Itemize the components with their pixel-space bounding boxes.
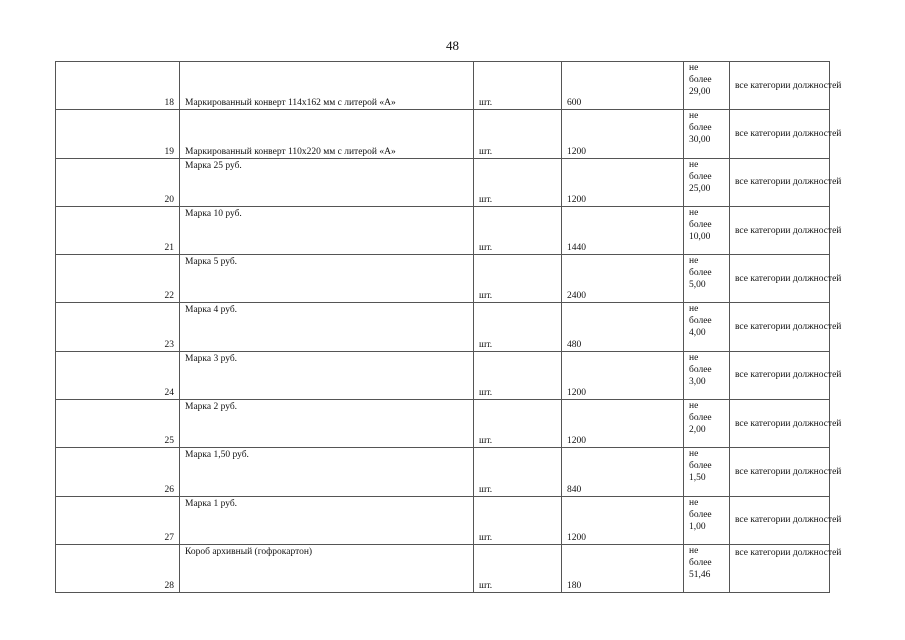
row-number: 27 [56,496,180,544]
item-price: не более 1,00 [684,496,730,544]
item-quantity: 1440 [562,206,684,254]
row-number: 21 [56,206,180,254]
item-price: не более 3,00 [684,351,730,399]
item-category: все категории должностей [730,303,830,351]
row-number: 23 [56,303,180,351]
item-category: все категории должностей [730,448,830,496]
item-quantity: 1200 [562,496,684,544]
page-number: 48 [446,38,459,53]
item-price: не более 25,00 [684,158,730,206]
item-price: не более 51,46 [684,544,730,592]
item-quantity: 2400 [562,255,684,303]
item-unit: шт. [474,351,562,399]
item-price: не более 4,00 [684,303,730,351]
item-name: Марка 25 руб. [180,158,474,206]
item-category: все категории должностей [730,255,830,303]
item-unit: шт. [474,303,562,351]
table-row [56,448,830,496]
item-unit: шт. [474,496,562,544]
item-price: не более 5,00 [684,255,730,303]
item-name: Короб архивный (гофрокартон) [180,544,474,592]
procurement-table [55,61,842,593]
row-number: 20 [56,158,180,206]
table-row [56,303,830,351]
table-row [56,351,830,399]
item-price: не более 29,00 [684,62,730,110]
item-unit: шт. [474,544,562,592]
item-name: Марка 1,50 руб. [180,448,474,496]
item-category: все категории должностей [730,110,830,158]
item-category: все категории должностей [730,206,830,254]
item-price: не более 2,00 [684,400,730,448]
row-number: 28 [56,544,180,592]
item-unit: шт. [474,255,562,303]
item-name: Маркированный конверт 114х162 мм с литерой «А» [180,62,474,110]
item-category: все категории должностей [730,158,830,206]
item-name: Марка 3 руб. [180,351,474,399]
item-unit: шт. [474,158,562,206]
table-row [56,400,830,448]
row-number: 25 [56,400,180,448]
item-name: Марка 1 руб. [180,496,474,544]
item-category: все категории должностей [730,544,830,592]
item-price: не более 1,50 [684,448,730,496]
item-price: не более 30,00 [684,110,730,158]
row-number: 19 [56,110,180,158]
item-quantity: 1200 [562,110,684,158]
table-row [56,158,830,206]
row-number: 24 [56,351,180,399]
item-category: все категории должностей [730,400,830,448]
table-row [56,206,830,254]
item-unit: шт. [474,448,562,496]
item-quantity: 1200 [562,400,684,448]
item-category: все категории должностей [730,62,830,110]
table-row [56,110,830,158]
item-quantity: 180 [562,544,684,592]
item-category: все категории должностей [730,351,830,399]
item-name: Марка 10 руб. [180,206,474,254]
item-category: все категории должностей [730,496,830,544]
row-number: 26 [56,448,180,496]
table-row [56,496,830,544]
row-number: 22 [56,255,180,303]
item-unit: шт. [474,110,562,158]
item-name: Маркированный конверт 110х220 мм с литерой «А» [180,110,474,158]
item-quantity: 1200 [562,158,684,206]
table-row [56,255,830,303]
item-unit: шт. [474,206,562,254]
item-unit: шт. [474,62,562,110]
table-row [56,62,830,110]
item-quantity: 840 [562,448,684,496]
item-quantity: 480 [562,303,684,351]
item-name: Марка 2 руб. [180,400,474,448]
item-name: Марка 5 руб. [180,255,474,303]
row-number: 18 [56,62,180,110]
item-price: не более 10,00 [684,206,730,254]
table-row [56,544,830,592]
item-quantity: 1200 [562,351,684,399]
item-name: Марка 4 руб. [180,303,474,351]
item-quantity: 600 [562,62,684,110]
item-unit: шт. [474,400,562,448]
